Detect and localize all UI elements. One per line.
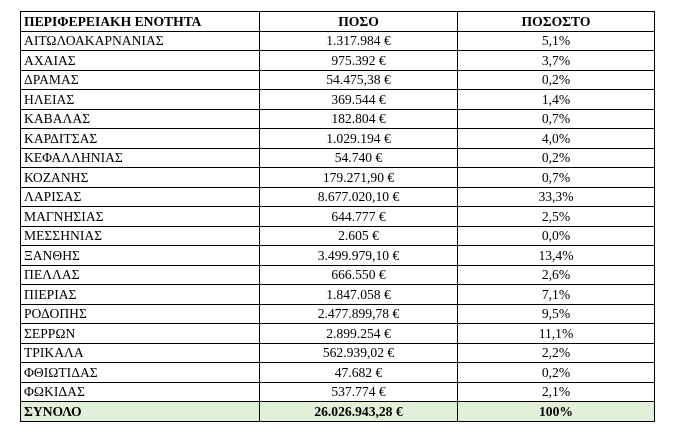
amount-cell: 369.544 € (260, 90, 458, 110)
amount-cell: 2.899.254 € (260, 324, 458, 344)
unit-cell: ΛΑΡΙΣΑΣ (21, 187, 260, 207)
total-amount: 26.026.943,28 € (260, 402, 458, 422)
unit-cell: ΑΙΤΩΛΟΑΚΑΡΝΑΝΙΑΣ (21, 31, 260, 51)
table-row (21, 226, 655, 246)
percent-cell: 7,1% (458, 285, 655, 305)
table-row (21, 246, 655, 266)
amount-cell: 182.804 € (260, 109, 458, 129)
table-row (21, 324, 655, 344)
header-unit: ΠΕΡΙΦΕΡΕΙΑΚΗ ΕΝΟΤΗΤΑ (21, 12, 260, 32)
percent-cell: 3,7% (458, 51, 655, 71)
table-row (21, 207, 655, 227)
header-row (21, 12, 655, 32)
amount-cell: 666.550 € (260, 265, 458, 285)
amount-cell: 2.477.899,78 € (260, 304, 458, 324)
unit-cell: ΚΟΖΑΝΗΣ (21, 168, 260, 188)
amount-cell: 537.774 € (260, 382, 458, 402)
table-row (21, 51, 655, 71)
table-row (21, 31, 655, 51)
amount-cell: 1.317.984 € (260, 31, 458, 51)
table-row (21, 343, 655, 363)
allocation-table (20, 11, 655, 422)
percent-cell: 33,3% (458, 187, 655, 207)
unit-cell: ΠΕΛΛΑΣ (21, 265, 260, 285)
unit-cell: ΑΧΑΙΑΣ (21, 51, 260, 71)
percent-cell: 1,4% (458, 90, 655, 110)
percent-cell: 2,5% (458, 207, 655, 227)
table-row (21, 168, 655, 188)
percent-cell: 0,7% (458, 168, 655, 188)
table-row (21, 148, 655, 168)
percent-cell: 2,2% (458, 343, 655, 363)
percent-cell: 9,5% (458, 304, 655, 324)
amount-cell: 47.682 € (260, 363, 458, 383)
table-row (21, 382, 655, 402)
table-body (21, 31, 655, 421)
table-row (21, 70, 655, 90)
unit-cell: ΔΡΑΜΑΣ (21, 70, 260, 90)
document-page (20, 11, 655, 422)
table-row (21, 265, 655, 285)
unit-cell: ΜΕΣΣΗΝΙΑΣ (21, 226, 260, 246)
amount-cell: 1.029.194 € (260, 129, 458, 149)
unit-cell: ΚΑΒΑΛΑΣ (21, 109, 260, 129)
amount-cell: 54.740 € (260, 148, 458, 168)
table-row (21, 285, 655, 305)
total-percent: 100% (458, 402, 655, 422)
table-row (21, 90, 655, 110)
unit-cell: ΚΕΦΑΛΛΗΝΙΑΣ (21, 148, 260, 168)
amount-cell: 3.499.979,10 € (260, 246, 458, 266)
amount-cell: 2.605 € (260, 226, 458, 246)
percent-cell: 0,2% (458, 363, 655, 383)
unit-cell: ΦΘΙΩΤΙΔΑΣ (21, 363, 260, 383)
amount-cell: 179.271,90 € (260, 168, 458, 188)
unit-cell: ΤΡΙΚΑΛΑ (21, 343, 260, 363)
unit-cell: ΡΟΔΟΠΗΣ (21, 304, 260, 324)
total-label: ΣΥΝΟΛΟ (21, 402, 260, 422)
amount-cell: 54.475,38 € (260, 70, 458, 90)
percent-cell: 4,0% (458, 129, 655, 149)
amount-cell: 975.392 € (260, 51, 458, 71)
unit-cell: ΦΩΚΙΔΑΣ (21, 382, 260, 402)
header-amount: ΠΟΣΟ (260, 12, 458, 32)
percent-cell: 0,2% (458, 148, 655, 168)
unit-cell: ΗΛΕΙΑΣ (21, 90, 260, 110)
percent-cell: 0,7% (458, 109, 655, 129)
percent-cell: 2,1% (458, 382, 655, 402)
percent-cell: 2,6% (458, 265, 655, 285)
amount-cell: 1.847.058 € (260, 285, 458, 305)
header-percent: ΠΟΣΟΣΤΟ (458, 12, 655, 32)
unit-cell: ΜΑΓΝΗΣΙΑΣ (21, 207, 260, 227)
unit-cell: ΠΙΕΡΙΑΣ (21, 285, 260, 305)
unit-cell: ΚΑΡΔΙΤΣΑΣ (21, 129, 260, 149)
percent-cell: 5,1% (458, 31, 655, 51)
total-row (21, 402, 655, 422)
unit-cell: ΣΕΡΡΩΝ (21, 324, 260, 344)
percent-cell: 0,2% (458, 70, 655, 90)
amount-cell: 8.677.020,10 € (260, 187, 458, 207)
percent-cell: 11,1% (458, 324, 655, 344)
table-row (21, 304, 655, 324)
amount-cell: 644.777 € (260, 207, 458, 227)
table-row (21, 109, 655, 129)
percent-cell: 0,0% (458, 226, 655, 246)
unit-cell: ΞΑΝΘΗΣ (21, 246, 260, 266)
amount-cell: 562.939,02 € (260, 343, 458, 363)
table-row (21, 129, 655, 149)
table-row (21, 187, 655, 207)
percent-cell: 13,4% (458, 246, 655, 266)
table-row (21, 363, 655, 383)
